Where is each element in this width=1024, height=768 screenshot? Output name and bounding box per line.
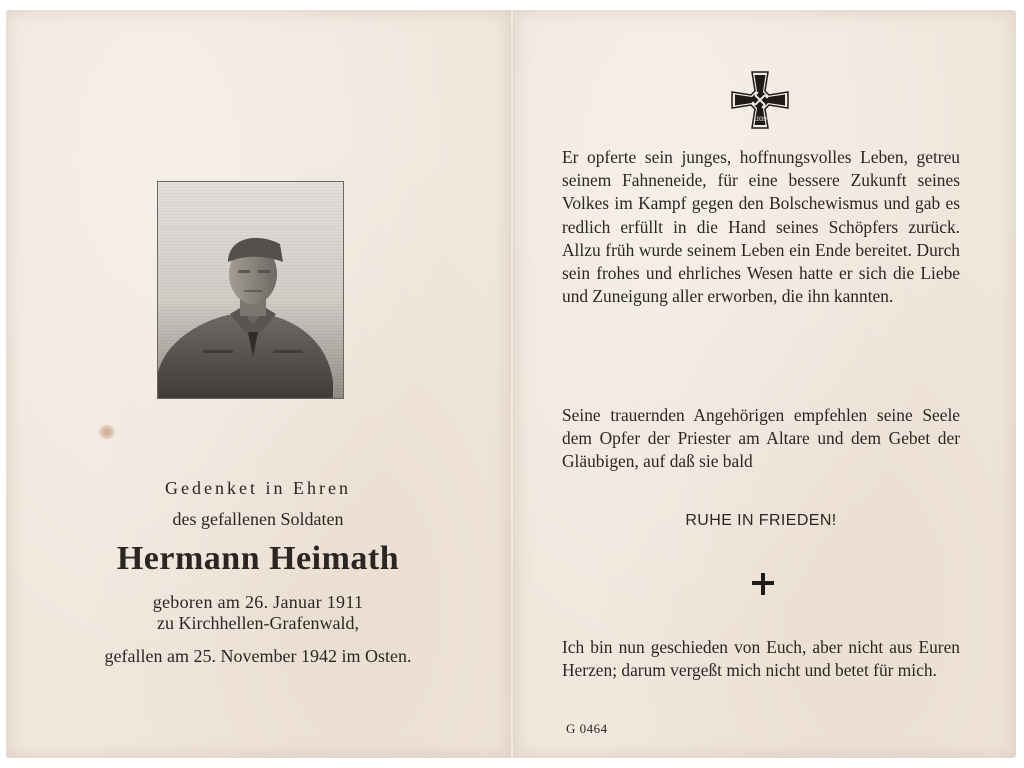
closing-rest-in-peace: RUHE IN FRIEDEN! xyxy=(685,512,837,529)
print-code: G 0464 xyxy=(566,721,608,736)
latin-cross-icon xyxy=(751,572,775,596)
death-line: gefallen am 25. November 1942 im Osten. xyxy=(104,646,412,666)
paper-stain xyxy=(99,425,115,439)
birth-place-line: zu Kirchhellen-Grafenwald, xyxy=(157,613,359,633)
birth-date-line: geboren am 26. Januar 1911 xyxy=(152,592,364,612)
deceased-name: Hermann Heimath xyxy=(116,540,400,577)
soldier-portrait-photo xyxy=(157,181,344,399)
emblem-year: 1939 xyxy=(753,117,767,123)
paragraph-prayer-request: Seine trauernden Angehörigen empfehlen seine Seele dem Opfer der Priester am Altare und dem Gebet der Gläubigen, auf daß sie bald xyxy=(562,405,960,472)
paragraph-farewell: Ich bin nun geschieden von Euch, aber nicht aus Euren Herzen; darum vergeßt mich nicht und betet für mich. xyxy=(562,637,960,681)
heading-gedenket: Gedenket in Ehren xyxy=(165,478,351,498)
paragraph-tribute: Er opferte sein junges, hoffnungsvolles Leben, getreu seinem Fahneneide, für eine bessere Zukunft seines Volkes im Kampf gegen den Bolschewismus und gab es redlich erfüllt in die Hand seines Schöpfers zurück. Allzu früh wurde seinem Leben ein Ende bereitet. Durch sein frohes und ehrliches Wesen hatte er sich die Liebe und Zuneigung aller erworben, die ihn kannten. xyxy=(562,147,960,307)
center-fold xyxy=(510,10,514,758)
iron-cross-1939-icon xyxy=(731,71,789,129)
subheading-soldaten: des gefallenen Soldaten xyxy=(172,509,344,529)
